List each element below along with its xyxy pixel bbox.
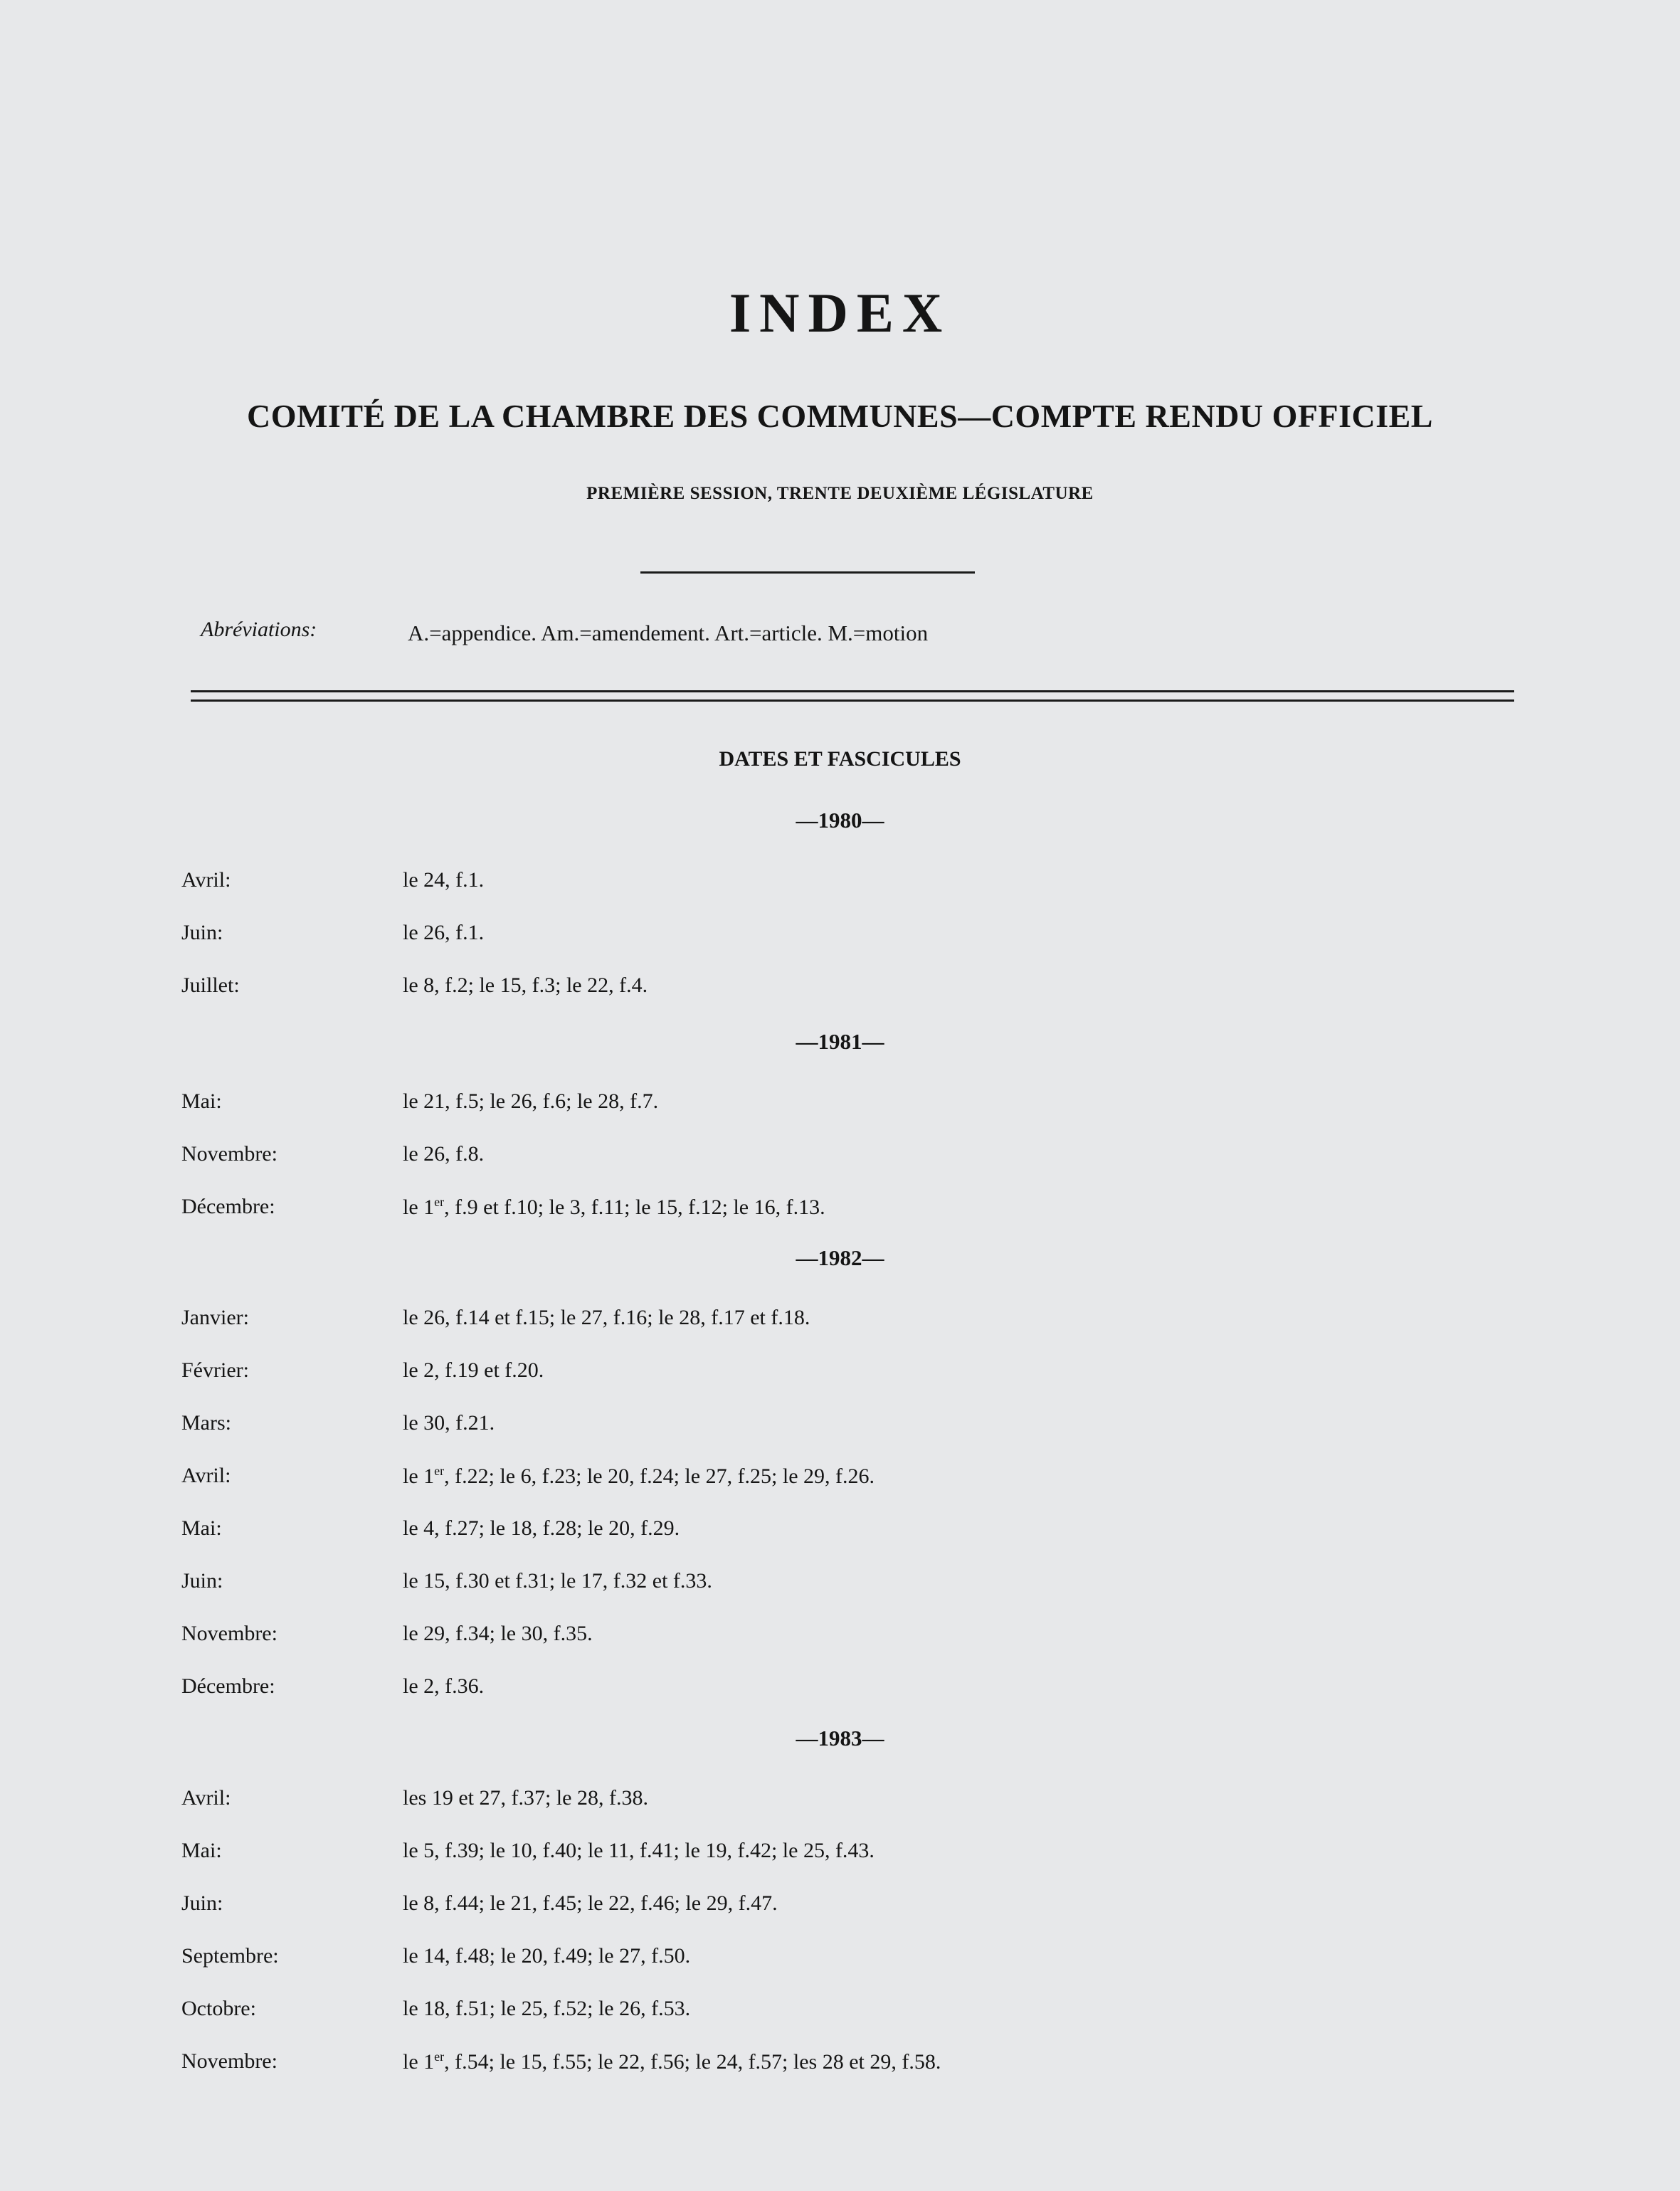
month-label: Juillet: bbox=[181, 973, 240, 997]
year-heading: —1980— bbox=[796, 808, 884, 833]
date-entry: le 1er, f.9 et f.10; le 3, f.11; le 15, f.12; le 16, f.13. bbox=[403, 1195, 825, 1219]
month-label: Avril: bbox=[181, 1464, 231, 1487]
page-subtitle: COMITÉ DE LA CHAMBRE DES COMMUNES—COMPTE RENDU OFFICIEL bbox=[247, 398, 1433, 434]
date-entry: le 30, f.21. bbox=[403, 1411, 495, 1435]
date-entry: le 26, f.8. bbox=[403, 1142, 485, 1166]
month-label: Décembre: bbox=[181, 1674, 275, 1698]
double-divider bbox=[191, 690, 1514, 702]
session-line: PREMIÈRE SESSION, TRENTE DEUXIÈME LÉGISLATURE bbox=[586, 484, 1094, 503]
year-heading: —1983— bbox=[796, 1726, 884, 1751]
date-entry: le 8, f.44; le 21, f.45; le 22, f.46; le 29, f.47. bbox=[403, 1891, 778, 1915]
date-entry: le 5, f.39; le 10, f.40; le 11, f.41; le 19, f.42; le 25, f.43. bbox=[403, 1839, 875, 1862]
date-entry: le 4, f.27; le 18, f.28; le 20, f.29. bbox=[403, 1516, 680, 1540]
month-label: Avril: bbox=[181, 868, 231, 892]
month-label: Décembre: bbox=[181, 1195, 275, 1218]
month-label: Octobre: bbox=[181, 1997, 256, 2020]
date-entry: le 2, f.36. bbox=[403, 1674, 485, 1698]
abbreviations-text: A.=appendice. Am.=amendement. Art.=article. M.=motion bbox=[408, 621, 929, 645]
date-entry: le 2, f.19 et f.20. bbox=[403, 1358, 544, 1382]
date-entry: le 8, f.2; le 15, f.3; le 22, f.4. bbox=[403, 973, 648, 997]
month-label: Mai: bbox=[181, 1089, 222, 1113]
date-entry: le 26, f.1. bbox=[403, 921, 485, 944]
date-entry: le 26, f.14 et f.15; le 27, f.16; le 28, f.17 et f.18. bbox=[403, 1306, 810, 1329]
month-label: Février: bbox=[181, 1358, 249, 1382]
date-entry: le 14, f.48; le 20, f.49; le 27, f.50. bbox=[403, 1944, 691, 1968]
page-title: INDEX bbox=[729, 282, 951, 344]
month-label: Novembre: bbox=[181, 1622, 278, 1645]
year-heading: —1982— bbox=[796, 1245, 884, 1270]
month-label: Juin: bbox=[181, 1569, 223, 1593]
date-entry: le 1er, f.22; le 6, f.23; le 20, f.24; le 27, f.25; le 29, f.26. bbox=[403, 1464, 875, 1488]
month-label: Janvier: bbox=[181, 1306, 249, 1329]
date-entry: les 19 et 27, f.37; le 28, f.38. bbox=[403, 1786, 648, 1810]
section-title: DATES ET FASCICULES bbox=[719, 747, 961, 771]
month-label: Juin: bbox=[181, 1891, 223, 1915]
month-label: Septembre: bbox=[181, 1944, 279, 1968]
abbreviations-label: Abréviations: bbox=[201, 618, 317, 641]
date-entry: le 24, f.1. bbox=[403, 868, 485, 892]
month-label: Mars: bbox=[181, 1411, 231, 1435]
date-entry: le 29, f.34; le 30, f.35. bbox=[403, 1622, 593, 1645]
month-label: Mai: bbox=[181, 1839, 222, 1862]
year-heading: —1981— bbox=[796, 1029, 884, 1054]
short-divider bbox=[640, 571, 975, 574]
date-entry: le 1er, f.54; le 15, f.55; le 22, f.56; le 24, f.57; les 28 et 29, f.58. bbox=[403, 2049, 941, 2074]
month-label: Avril: bbox=[181, 1786, 231, 1810]
month-label: Mai: bbox=[181, 1516, 222, 1540]
date-entry: le 18, f.51; le 25, f.52; le 26, f.53. bbox=[403, 1997, 691, 2020]
date-entry: le 15, f.30 et f.31; le 17, f.32 et f.33. bbox=[403, 1569, 712, 1593]
date-entry: le 21, f.5; le 26, f.6; le 28, f.7. bbox=[403, 1089, 659, 1113]
month-label: Novembre: bbox=[181, 1142, 278, 1166]
month-label: Juin: bbox=[181, 921, 223, 944]
month-label: Novembre: bbox=[181, 2049, 278, 2073]
